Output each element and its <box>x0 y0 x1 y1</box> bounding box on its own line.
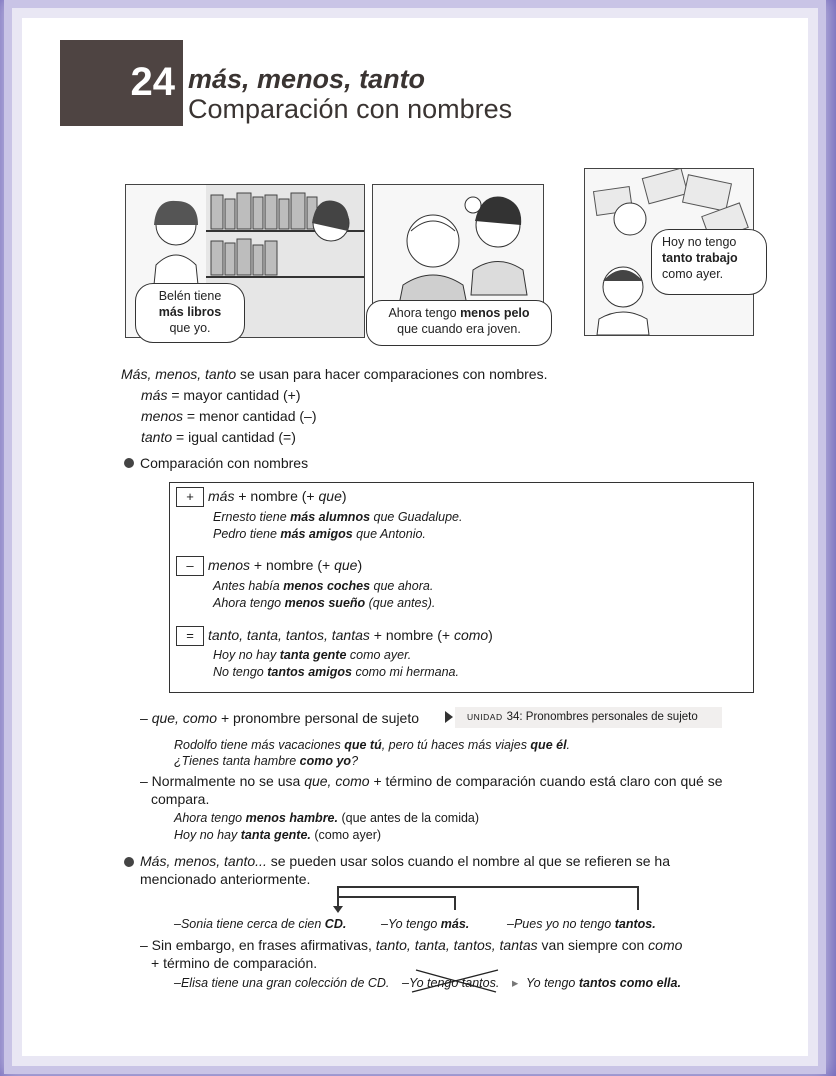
bubble-books-text-2: que yo. <box>169 321 211 335</box>
def-mas <box>141 386 301 404</box>
intro-italic: Más, menos, tanto <box>121 366 237 382</box>
nn-c: + término de comparación cuando está claro con qué se <box>369 773 723 789</box>
ex-bold: más alumnos <box>290 510 371 524</box>
example-menos-2 <box>213 595 435 612</box>
unit-subtitle: Comparación con nombres <box>188 94 513 124</box>
ex-pre: Antes había <box>213 579 284 593</box>
pronoun-note-rest: + pronombre personal de sujeto <box>217 710 420 726</box>
d-pre: –Pues yo no tengo <box>507 917 615 931</box>
bullet-icon <box>124 458 134 468</box>
xref-arrow-icon <box>445 711 453 723</box>
final-example-correct <box>526 975 681 992</box>
d-pre: –Yo tengo <box>381 917 441 931</box>
bubble-hair-text-1: Ahora tengo <box>388 306 457 320</box>
pronoun-example-1 <box>174 737 570 754</box>
ex-pre: Pedro tiene <box>213 527 281 541</box>
bubble-work-text-1: Hoy no tengo <box>662 235 737 249</box>
bubble-work-bold: tanto trabajo <box>662 251 738 265</box>
bubble-hair-text-2: que cuando era joven. <box>397 322 521 336</box>
rule-mas-word: más <box>208 488 235 504</box>
ex-bold: tanta gente <box>279 648 347 662</box>
def-tanto-word: tanto <box>141 429 173 445</box>
ex-post: que Guadalupe. <box>370 510 463 524</box>
xref-tag: UNIDAD <box>467 712 503 722</box>
dash: – <box>140 710 148 726</box>
def-mas-word: más <box>141 387 168 403</box>
cross-out-mark <box>408 966 502 996</box>
dialog-2 <box>381 916 469 933</box>
ex-c: (que antes de la comida) <box>337 811 480 825</box>
ex-post: que Antonio. <box>352 527 426 541</box>
ex-d: que él <box>530 738 567 752</box>
ex-c: (como ayer) <box>310 828 382 842</box>
reference-line-mas <box>454 896 456 910</box>
sin-b: tanto, tanta, tantos, tantas <box>375 937 538 953</box>
reference-bracket-top <box>337 886 639 888</box>
ex-pre: Ernesto tiene <box>213 510 291 524</box>
d-bold: CD. <box>324 917 347 931</box>
sin-a: – Sin embargo, en frases afirmativas, <box>140 937 376 953</box>
ex-bold: menos sueño <box>284 596 366 610</box>
rule-menos-word: menos <box>208 557 251 573</box>
nn-b: que, como <box>304 773 370 789</box>
bullet-icon <box>124 857 134 867</box>
ex-e: . <box>566 738 571 752</box>
def-mas-rest: = mayor cantidad (+) <box>167 387 301 403</box>
ex-c: ? <box>351 754 359 768</box>
def-menos-rest: = menor cantidad (–) <box>183 408 317 424</box>
bubble-hair <box>366 300 552 346</box>
sin-embargo-line2: + término de comparación. <box>151 955 318 971</box>
unit-crossref-link[interactable] <box>455 707 722 728</box>
rule-menos-que: que <box>334 557 358 573</box>
bubble-hair-bold: menos pelo <box>460 306 530 320</box>
s2-italic: Más, menos, tanto... <box>140 853 267 869</box>
arrow-right-icon: ▸ <box>512 976 519 990</box>
d-bold: más. <box>440 917 470 931</box>
ex-b: como yo <box>299 754 352 768</box>
ex-pre: Hoy no hay <box>213 648 280 662</box>
reference-bracket-inner <box>337 896 455 898</box>
ex-pre: Ahora tengo <box>213 596 285 610</box>
ex-a: Hoy no hay <box>174 828 241 842</box>
ex-bold: más amigos <box>280 527 353 541</box>
minus-sign-icon: – <box>176 556 204 576</box>
sin-embargo-line1 <box>140 936 682 954</box>
sin-d: como <box>648 937 683 953</box>
ex-c: , pero tú haces más viajes <box>381 738 531 752</box>
ex-b: tanta gente. <box>240 828 311 842</box>
unit-number: 24 <box>130 60 175 104</box>
normal-note-line1 <box>140 772 723 790</box>
sin-c: van siempre con <box>537 937 649 953</box>
intro-rest: se usan para hacer comparaciones con nombres. <box>236 366 548 382</box>
bubble-books-text-1: Belén tiene <box>158 289 222 303</box>
example-mas-2 <box>213 526 426 543</box>
bubble-books <box>135 283 245 343</box>
reference-line-tantos <box>637 886 639 910</box>
ex-post: como ayer. <box>346 648 412 662</box>
ex-b: que tú <box>344 738 382 752</box>
rule-menos-end: ) <box>357 557 363 573</box>
def-menos <box>141 407 317 425</box>
def-tanto-rest: = igual cantidad (=) <box>172 429 296 445</box>
pronoun-example-2 <box>174 753 358 770</box>
final-example-a: –Elisa tiene una gran colección de CD. <box>174 976 390 990</box>
bubble-work-text-2: como ayer. <box>662 267 724 281</box>
section2-line1 <box>140 852 670 870</box>
rule-tanto-form <box>208 626 493 644</box>
example-tanto-1 <box>213 647 411 664</box>
section2-line2: mencionado anteriormente. <box>140 871 311 887</box>
pronoun-note <box>140 709 419 727</box>
ex-post: que ahora. <box>370 579 434 593</box>
equals-sign-icon: = <box>176 626 204 646</box>
example-mas-1 <box>213 509 462 526</box>
normal-example-1 <box>174 810 479 827</box>
bubble-work <box>651 229 767 295</box>
normal-note-line2: compara. <box>151 791 210 807</box>
d-bold: tantos. <box>614 917 656 931</box>
def-menos-word: menos <box>141 408 184 424</box>
rule-tanto-rest: + nombre (+ <box>369 627 454 643</box>
dialog-3 <box>507 916 656 933</box>
rule-mas-end: ) <box>341 488 347 504</box>
normal-example-2 <box>174 827 381 844</box>
ex-b: menos hambre. <box>245 811 338 825</box>
section1-heading: Comparación con nombres <box>140 455 309 471</box>
intro-line <box>121 365 547 383</box>
unit-title: más, menos, tanto <box>188 64 426 94</box>
d-pre: –Sonia tiene cerca de cien <box>174 917 325 931</box>
example-menos-1 <box>213 578 433 595</box>
ex-a: Rodolfo tiene más vacaciones <box>174 738 345 752</box>
unit-number-box <box>60 40 183 126</box>
ex-a: Ahora tengo <box>174 811 246 825</box>
rule-tanto-end: ) <box>488 627 493 643</box>
arrow-down-icon <box>333 906 343 913</box>
rule-mas-rest: + nombre (+ <box>234 488 319 504</box>
ex-post: (que antes). <box>365 596 436 610</box>
fc-b: tantos como ella. <box>578 976 681 990</box>
ex-bold: tantos amigos <box>267 665 352 679</box>
def-tanto <box>141 428 296 446</box>
rule-mas-form <box>208 487 347 505</box>
ex-bold: menos coches <box>283 579 371 593</box>
rule-mas-que: que <box>318 488 342 504</box>
ex-a: ¿Tienes tanta hambre <box>174 754 300 768</box>
rule-tanto-word: tanto, tanta, tantos, tantas <box>208 627 370 643</box>
pronoun-note-italic: que, como <box>151 710 218 726</box>
dialog-1 <box>174 916 346 933</box>
plus-sign-icon: + <box>176 487 204 507</box>
ex-pre: No tengo <box>213 665 268 679</box>
bubble-books-bold: más libros <box>158 305 222 319</box>
xref-text: 34: Pronombres personales de sujeto <box>506 711 698 723</box>
ex-post: como mi hermana. <box>351 665 459 679</box>
nn-a: – Normalmente no se usa <box>140 773 305 789</box>
final-example-wrong: –Yo tengo tantos. <box>402 976 500 990</box>
rule-menos-rest: + nombre (+ <box>250 557 335 573</box>
example-tanto-2 <box>213 664 459 681</box>
rule-menos-form <box>208 556 362 574</box>
fc-a: Yo tengo <box>526 976 579 990</box>
s2-rest: se pueden usar solos cuando el nombre al que se refieren se ha <box>266 853 670 869</box>
rule-tanto-como: como <box>453 627 489 643</box>
